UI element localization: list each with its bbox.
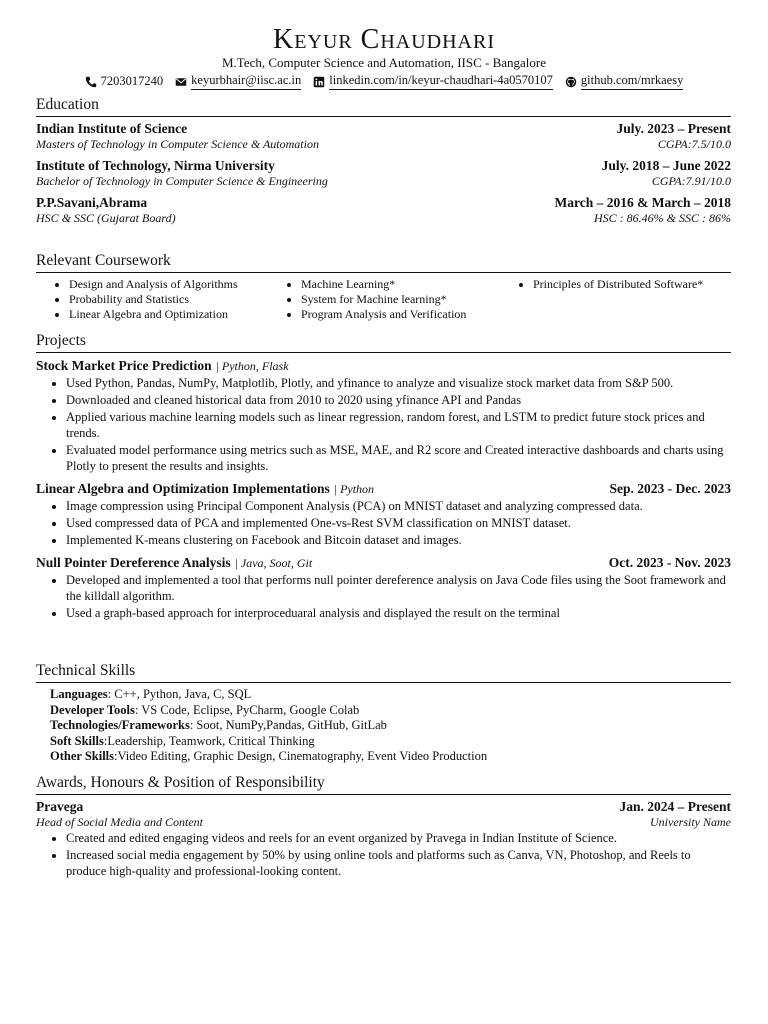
- section-title: Education: [36, 96, 731, 117]
- skill-label: Developer Tools: [50, 702, 135, 717]
- award-org: Pravega: [36, 799, 84, 814]
- skills-list: [36, 687, 731, 765]
- project-entry: [36, 480, 731, 548]
- course-item: • Program Analysis and Verification: [301, 307, 500, 321]
- course-item: • Linear Algebra and Optimization: [69, 307, 268, 321]
- section-title: Technical Skills: [36, 662, 731, 683]
- project-date: Oct. 2023 - Nov. 2023: [608, 555, 731, 570]
- skill-label: Other Skills: [50, 749, 115, 763]
- awards-section: [36, 774, 731, 880]
- phone-icon: [85, 76, 97, 88]
- course-item: • System for Machine learning*: [301, 292, 500, 306]
- linkedin-icon: [313, 76, 325, 88]
- project-tech: | Python, Flask: [215, 359, 289, 373]
- candidate-name: Keyur Chaudhari: [273, 24, 495, 55]
- skill-value: : VS Code, Eclipse, PyCharm, Google Colab: [134, 702, 360, 717]
- award-bullet: • Increased social media engagement by 50% by using online tools and platforms such as Canva, VN, Photoshop, and Reels to produce high-quality and professional-looking content.: [66, 847, 731, 879]
- github-icon: [565, 76, 577, 88]
- contact-github[interactable]: [565, 73, 683, 90]
- degree: Bachelor of Technology in Computer Science & Engineering: [36, 174, 328, 188]
- project-bullet: • Downloaded and cleaned historical data from 2010 to 2020 using yfinance API and Pandas: [66, 392, 731, 408]
- project-date: Sep. 2023 - Dec. 2023: [609, 481, 731, 496]
- skill-value: :Video Editing, Graphic Design, Cinematography, Event Video Production: [114, 749, 488, 763]
- contact-phone: [85, 73, 164, 90]
- project-bullet: • Evaluated model performance using metrics such as MSE, MAE, and R2 score and Created interactive dashboards and charts using Plotly to present the results and insights.: [66, 442, 731, 474]
- coursework-section: [36, 252, 731, 322]
- school-date: March – 2016 & March – 2018: [554, 195, 731, 210]
- degree: Masters of Technology in Computer Science & Automation: [36, 137, 319, 151]
- skills-section: [36, 662, 731, 765]
- project-title: Linear Algebra and Optimization Implementations: [36, 481, 330, 496]
- project-entry: [36, 554, 731, 621]
- projects-section: [36, 332, 731, 627]
- skill-value: : C++, Python, Java, C, SQL: [107, 687, 252, 701]
- section-title: Awards, Honours & Position of Responsibility: [36, 774, 731, 795]
- contact-linkedin[interactable]: [313, 73, 553, 90]
- course-item: • Principles of Distributed Software*: [533, 277, 730, 291]
- phone-number: 7203017240: [100, 74, 164, 88]
- project-bullet: • Applied various machine learning models such as linear regression, random forest, and LSTM to predict future stock prices and trends.: [66, 409, 731, 441]
- project-title: Null Pointer Dereference Analysis: [36, 555, 231, 570]
- project-tech: | Python: [333, 482, 375, 496]
- education-section: [36, 96, 731, 232]
- skill-value: : Soot, NumPy,Pandas, GitHub, GitLab: [189, 718, 387, 732]
- skill-row: [50, 703, 731, 719]
- skill-value: :Leadership, Teamwork, Critical Thinking: [103, 733, 315, 748]
- school-name: Indian Institute of Science: [36, 121, 188, 136]
- award-bullet: • Created and edited engaging videos and reels for an event organized by Pravega in Indian Institute of Science.: [66, 830, 731, 846]
- skill-row: [50, 749, 731, 765]
- project-tech: | Java, Soot, Git: [234, 556, 313, 570]
- school-date: July. 2023 – Present: [616, 121, 731, 136]
- school-name: P.P.Savani,Abrama: [36, 195, 148, 210]
- school-date: July. 2018 – June 2022: [601, 158, 731, 173]
- grade: HSC : 86.46% & SSC : 86%: [594, 211, 731, 225]
- project-bullet: • Implemented K-means clustering on Facebook and Bitcoin dataset and images.: [66, 532, 731, 548]
- skill-label: Languages: [50, 687, 108, 701]
- award-place: University Name: [650, 815, 731, 829]
- project-bullet: • Developed and implemented a tool that performs null pointer dereference analysis on Java Code files using the Soot framework and the killdall algorithm.: [66, 572, 731, 604]
- linkedin-link[interactable]: linkedin.com/in/keyur-chaudhari-4a0570107: [329, 73, 553, 90]
- grade: CGPA:7.91/10.0: [651, 174, 731, 188]
- skill-row: [50, 718, 731, 734]
- github-link[interactable]: github.com/mrkaesy: [581, 73, 683, 90]
- project-bullet: • Used a graph-based approach for interproceduaral analysis and displayed the result on the terminal: [66, 605, 731, 621]
- course-item: • Probability and Statistics: [69, 292, 268, 306]
- contact-bar: [0, 73, 768, 90]
- award-date: Jan. 2024 – Present: [619, 799, 731, 814]
- skill-row: [50, 687, 731, 703]
- degree: HSC & SSC (Gujarat Board): [36, 211, 176, 225]
- course-item: • Machine Learning*: [301, 277, 500, 291]
- project-bullet: • Used Python, Pandas, NumPy, Matplotlib, Plotly, and yfinance to analyze and visualize stock market data from S&P 500.: [66, 375, 731, 391]
- skill-row: [50, 734, 731, 750]
- education-entry: [36, 195, 731, 226]
- envelope-icon: [175, 76, 187, 88]
- skill-label: Technologies/Frameworks: [50, 718, 190, 732]
- project-bullet: • Image compression using Principal Component Analysis (PCA) on MNIST dataset and analyzing compressed data.: [66, 498, 731, 514]
- education-entry: [36, 121, 731, 152]
- grade: CGPA:7.5/10.0: [657, 137, 731, 151]
- section-title: Projects: [36, 332, 731, 353]
- course-item: • Design and Analysis of Algorithms: [69, 277, 268, 291]
- project-bullet: • Used compressed data of PCA and implemented One-vs-Rest SVM classification on MNIST dataset.: [66, 515, 731, 531]
- email-link[interactable]: keyurbhair@iisc.ac.in: [191, 73, 301, 90]
- section-title: Relevant Coursework: [36, 252, 731, 273]
- contact-email[interactable]: [175, 73, 301, 90]
- education-entry: [36, 158, 731, 189]
- project-entry: [36, 357, 731, 474]
- candidate-subtitle: M.Tech, Computer Science and Automation, IISC - Bangalore: [221, 55, 547, 70]
- school-name: Institute of Technology, Nirma University: [36, 158, 275, 173]
- project-title: Stock Market Price Prediction: [36, 358, 212, 373]
- coursework-columns: [36, 277, 731, 322]
- award-role: Head of Social Media and Content: [36, 815, 203, 829]
- skill-label: Soft Skills: [50, 733, 104, 748]
